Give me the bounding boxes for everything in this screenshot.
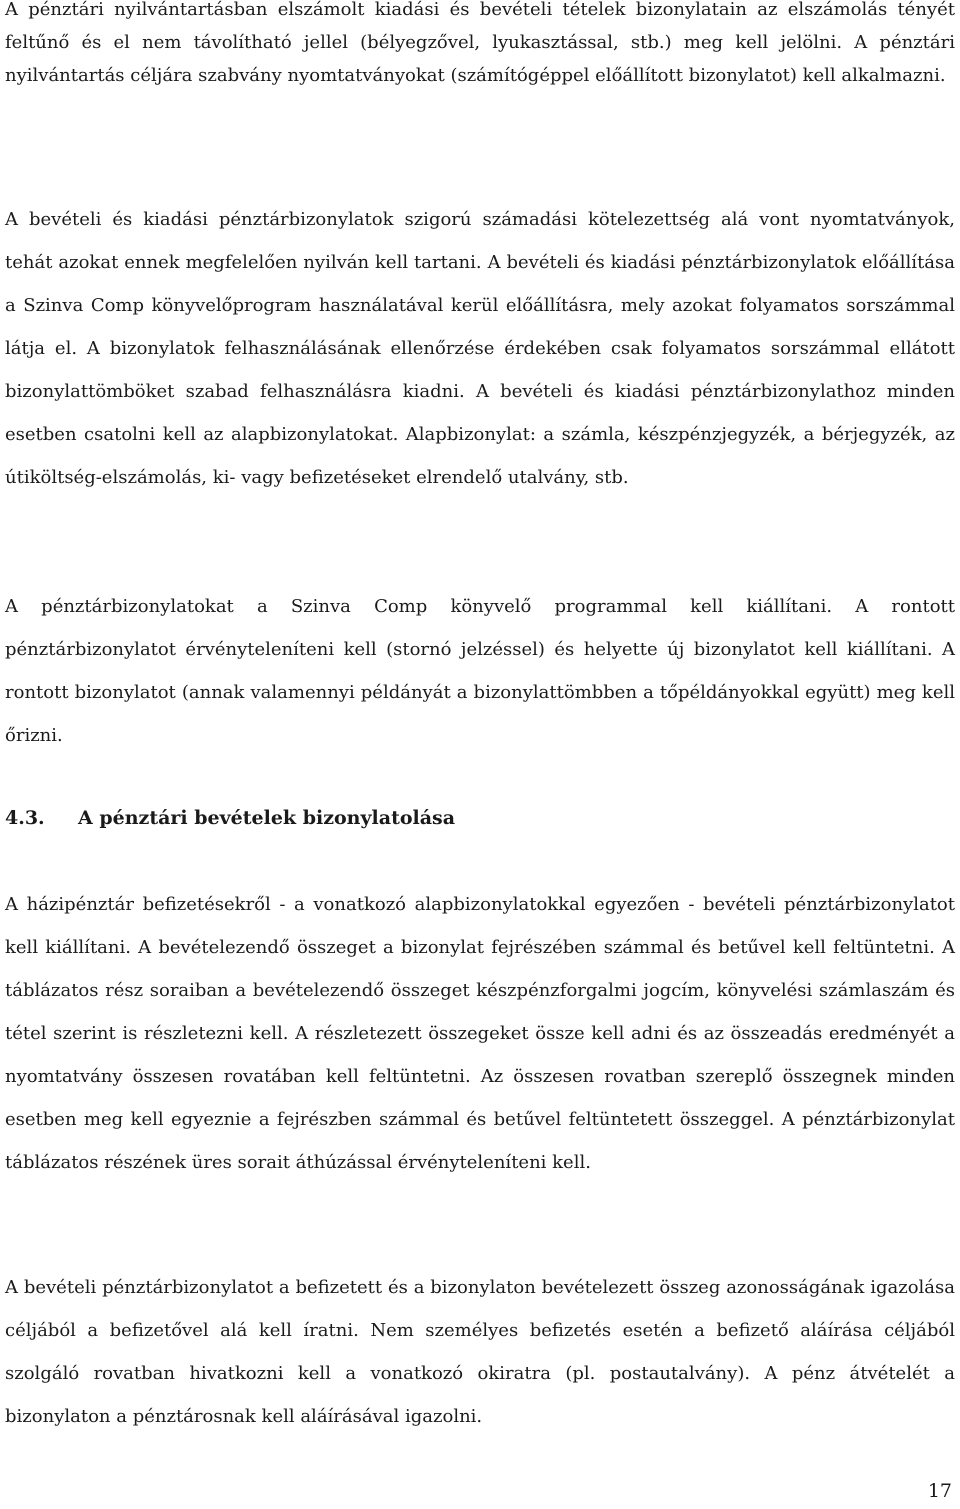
paragraph-payer-signature: A bevételi pénztárbizonylatot a befizetett és a bizonylaton bevételezett összeg azonosságának igazolása céljából a befizetővel alá kell íratni. Nem személyes befizetés esetén a befizető aláírása céljából szolgáló rovatban hivatkozni kell a vonatkozó okiratra (pl. postautalvány). A pénz átvételét a bizonylaton a pénztárosnak kell aláírásával igazolni. (5, 1277, 955, 1427)
section-number: 4.3. (5, 807, 45, 829)
paragraph-cash-register-marking: A pénztári nyilvántartásban elszámolt kiadási és bevételi tételek bizonylatain az elszámolás tényét feltűnő és el nem távolítható jellel (bélyegzővel, lyukasztással, stb.) meg kell jelölni. A pénztári nyilvántartás céljára szabvány nyomtatványokat (számítógéppel előállított bizonylatot) kell alkalmazni. (5, 0, 955, 86)
paragraph-strict-accounting-forms: A bevételi és kiadási pénztárbizonylatok szigorú számadási kötelezettség alá vont nyomtatványok, tehát azokat ennek megfelelően nyilván kell tartani. A bevételi és kiadási pénztárbizonylatok előállítása a Szinva Comp könyvelőprogram használatával kerül előállításra, mely azokat folyamatos sorszámmal látja el. A bizonylatok felhasználásának ellenőrzése érdekében csak folyamatos sorszámmal ellátott bizonylattömböket szabad felhasználásra kiadni. A bevételi és kiadási pénztárbizonylathoz minden esetben csatolni kell az alapbizonylatokat. Alapbizonylat: a számla, készpénzjegyzék, a bérjegyzék, az útiköltség-elszámolás, ki- vagy befizetéseket elrendelő utalvány, stb. (5, 209, 955, 488)
section-heading (5, 800, 955, 836)
paragraph-receipt-vouchers: A házipénztár befizetésekről - a vonatkozó alapbizonylatokkal egyezően - bevételi pénztárbizonylatot kell kiállítani. A bevételezendő összeget a bizonylat fejrészében számmal és betűvel kell feltüntetni. A táblázatos rész soraiban a bevételezendő összeget készpénzforgalmi jogcím, könyvelési számlaszám és tétel szerint is részletezni kell. A részletezett összegeket össze kell adni és az összeadás eredményét a nyomtatvány összesen rovatában kell feltüntetni. Az összesen rovatban szereplő összegnek minden esetben meg kell egyeznie a fejrészben számmal és betűvel feltüntetett összeggel. A pénztárbizonylat táblázatos részének üres sorait áthúzással érvényteleníteni kell. (5, 894, 955, 1173)
section-title: A pénztári bevételek bizonylatolása (78, 807, 456, 829)
paragraph-spoiled-vouchers: A pénztárbizonylatokat a Szinva Comp könyvelő programmal kell kiállítani. A rontott pénztárbizonylatot érvényteleníteni kell (stornó jelzéssel) és helyette új bizonylatot kell kiállítani. A rontott bizonylatot (annak valamennyi példányát a bizonylattömbben a tőpéldányokkal együtt) meg kell őrizni. (5, 596, 955, 746)
page-number: 17 (927, 1480, 952, 1502)
